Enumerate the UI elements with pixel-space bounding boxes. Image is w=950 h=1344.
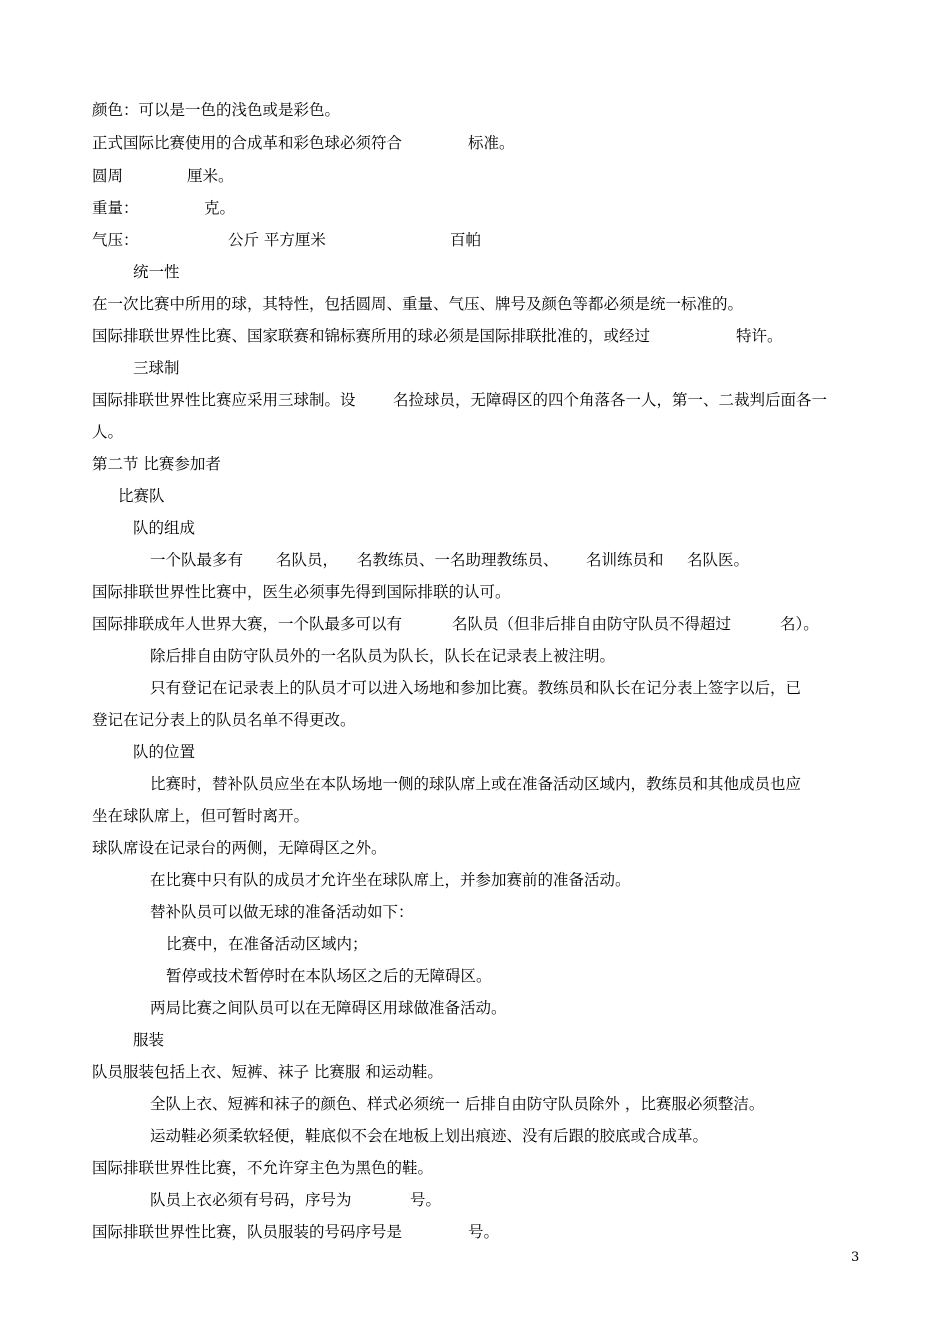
text-segment: 名教练员、一名助理教练员、 <box>357 551 559 569</box>
section-heading: 比赛队 <box>118 487 165 505</box>
section-heading: 三球制 <box>133 359 180 377</box>
text-segment: 号。 <box>410 1191 442 1209</box>
text-segment: 暂停或技术暂停时在本队场区之后的无障碍区。 <box>166 967 492 985</box>
text-segment: 名训练员和 <box>586 551 664 569</box>
text-segment: 一个队最多有 <box>150 551 244 569</box>
section-heading: 服装 <box>133 1031 165 1049</box>
text-segment: 厘米。 <box>187 167 234 185</box>
text-segment: 登记在记分表上的队员名单不得更改。 <box>92 711 356 729</box>
text-segment: 重量： <box>92 199 139 217</box>
text-segment: 圆周 <box>92 167 124 185</box>
chapter-heading: 第二节 比赛参加者 <box>92 455 221 473</box>
text-segment: 人。 <box>92 423 124 441</box>
text-segment: 只有登记在记录表上的队员才可以进入场地和参加比赛。教练员和队长在记分表上签字以后，已 <box>150 679 802 697</box>
text-segment: 气压： <box>92 231 139 249</box>
text-segment: 百帕 <box>450 231 482 249</box>
text-segment: 比赛时，替补队员应坐在本队场地一侧的球队席上或在准备活动区域内，教练员和其他成员也应 <box>150 775 802 793</box>
text-segment: 国际排联世界性比赛，不允许穿主色为黑色的鞋。 <box>92 1159 434 1177</box>
text-segment: 在比赛中只有队的成员才允许坐在球队席上，并参加赛前的准备活动。 <box>150 871 631 889</box>
text-segment: 除后排自由防守队员外的一名队员为队长，队长在记录表上被注明。 <box>150 647 616 665</box>
text-segment: 号。 <box>468 1223 500 1241</box>
text-segment: 坐在球队席上，但可暂时离开。 <box>92 807 310 825</box>
text-segment: 国际排联世界性比赛应采用三球制。设 <box>92 391 356 409</box>
section-heading: 队的位置 <box>133 743 196 761</box>
text-segment: 颜色：可以是一色的浅色或是彩色。 <box>92 101 341 119</box>
text-segment: 标准。 <box>468 134 515 152</box>
text-segment: 公斤 平方厘米 <box>228 231 326 249</box>
text-segment: 队员服装包括上衣、短裤、袜子 比赛服 和运动鞋。 <box>92 1063 443 1081</box>
section-heading: 队的组成 <box>133 519 196 537</box>
text-segment: 名）。 <box>780 615 819 633</box>
section-heading: 统一性 <box>133 263 180 281</box>
text-segment: 国际排联世界性比赛，队员服装的号码序号是 <box>92 1223 403 1241</box>
text-segment: 名捡球员，无障碍区的四个角落各一人，第一、二裁判后面各一 <box>393 391 828 409</box>
text-segment: 国际排联世界性比赛中，医生必须事先得到国际排联的认可。 <box>92 583 511 601</box>
text-segment: 克。 <box>204 199 236 217</box>
text-segment: 特许。 <box>736 327 783 345</box>
text-segment: 名队医。 <box>687 551 750 569</box>
text-segment: 名队员（但非后排自由防守队员不得超过 <box>452 615 732 633</box>
text-segment: 队员上衣必须有号码，序号为 <box>150 1191 352 1209</box>
text-segment: 运动鞋必须柔软轻便，鞋底似不会在地板上划出痕迹、没有后跟的胶底或合成革。 <box>150 1127 709 1145</box>
text-segment: 国际排联成年人世界大赛，一个队最多可以有 <box>92 615 403 633</box>
text-segment: 比赛中，在准备活动区域内； <box>166 935 368 953</box>
text-segment: 球队席设在记录台的两侧，无障碍区之外。 <box>92 839 387 857</box>
text-segment: 正式国际比赛使用的合成革和彩色球必须符合 <box>92 134 403 152</box>
text-segment: 全队上衣、短裤和袜子的颜色、样式必须统一 后排自由防守队员除外 ，比赛服必须整洁。 <box>150 1095 765 1113</box>
text-segment: 两局比赛之间队员可以在无障碍区用球做准备活动。 <box>150 999 507 1017</box>
text-segment: 替补队员可以做无球的准备活动如下： <box>150 903 414 921</box>
text-segment: 名队员， <box>276 551 339 569</box>
text-segment: 国际排联世界性比赛、国家联赛和锦标赛所用的球必须是国际排联批准的，或经过 <box>92 327 651 345</box>
text-segment: 在一次比赛中所用的球，其特性，包括圆周、重量、气压、牌号及颜色等都必须是统一标准的。 <box>92 295 744 313</box>
page-number: 3 <box>851 1250 860 1265</box>
